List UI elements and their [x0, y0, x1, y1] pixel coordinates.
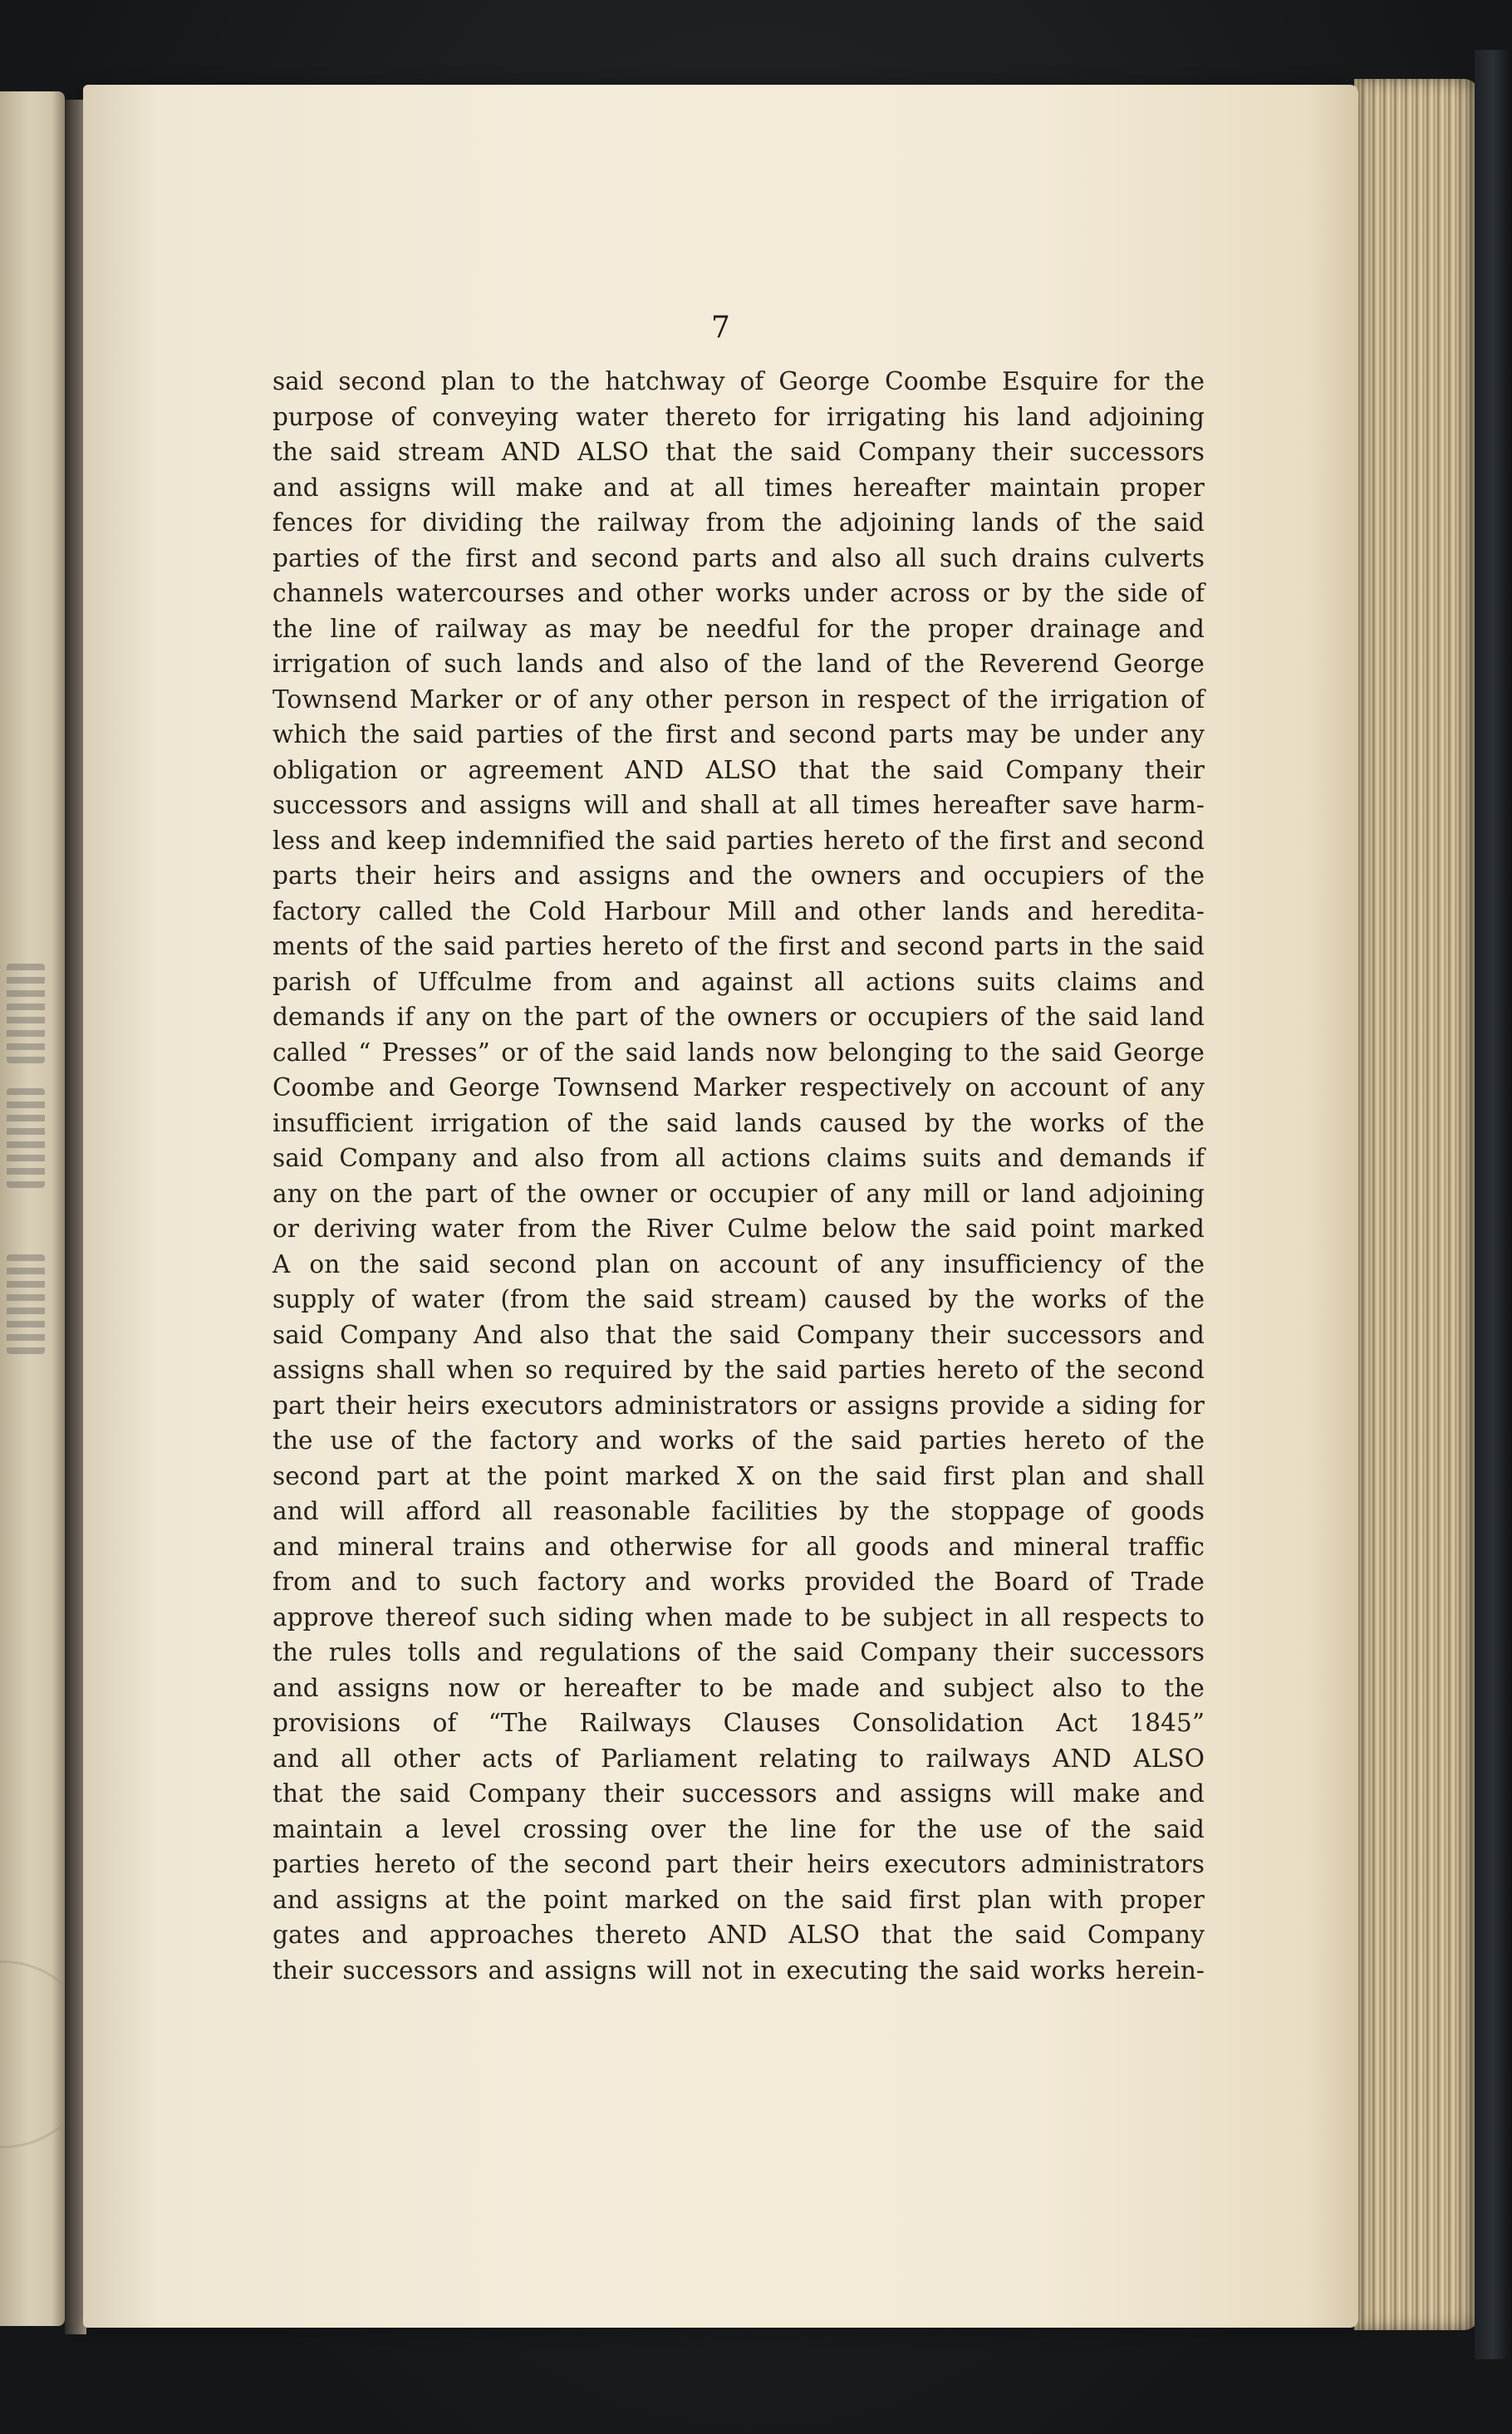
text-line: the line of railway as may be needful for the proper drainage and: [272, 614, 1205, 643]
book-cover-edge: [1475, 50, 1512, 2359]
text-line: assigns shall when so required by the said parties hereto of the second: [272, 1356, 1205, 1384]
text-line: or deriving water from the River Culme below the said point marked: [272, 1215, 1205, 1243]
text-line: part their heirs executors administrators or assigns provide a siding for: [272, 1391, 1205, 1420]
text-line: and mineral trains and otherwise for all goods and mineral traffic: [272, 1532, 1205, 1561]
text-line: less and keep indemnified the said parties hereto of the first and second: [272, 826, 1205, 855]
text-line: fences for dividing the railway from the adjoining lands of the said: [272, 508, 1205, 537]
text-line: approve thereof such siding when made to be subject in all respects to: [272, 1602, 1205, 1632]
text-line: Townsend Marker or of any other person in respect of the irrigation of: [272, 685, 1205, 714]
text-line: and assigns now or hereafter to be made and subject also to the: [272, 1673, 1205, 1702]
facing-page-margin-text: [7, 964, 45, 1063]
text-line: irrigation of such lands and also of the land of the Reverend George: [272, 650, 1205, 678]
text-line: channels watercourses and other works under across or by the side of: [272, 579, 1205, 607]
text-line: from and to such factory and works provided the Board of Trade: [272, 1568, 1205, 1596]
text-line: called “ Presses” or of the said lands now belonging to the said George: [272, 1038, 1205, 1067]
facing-page-margin-text: [7, 1254, 45, 1354]
document-page: [83, 85, 1358, 2328]
text-line: and assigns will make and at all times hereafter maintain proper: [272, 473, 1205, 502]
facing-page-edge: [0, 91, 65, 2326]
text-line: and will afford all reasonable facilities by the stoppage of goods: [272, 1497, 1205, 1525]
text-line: any on the part of the owner or occupier of any mill or land adjoining: [272, 1179, 1205, 1208]
text-line: gates and approaches thereto AND ALSO that the said Company: [272, 1921, 1205, 1949]
body-text: [272, 364, 1205, 1988]
text-line: and assigns at the point marked on the said first plan with proper: [272, 1885, 1205, 1914]
text-line: said Company And also that the said Company their successors and: [272, 1320, 1205, 1349]
text-line: that the said Company their successors and assigns will make and: [272, 1779, 1205, 1808]
page-block-edges: [1354, 79, 1479, 2330]
text-line: the said stream AND ALSO that the said Company their successors: [272, 438, 1205, 466]
page-number: 7: [711, 311, 730, 345]
text-line: their successors and assigns will not in executing the said works herein-: [272, 1956, 1205, 1985]
text-line: parts their heirs and assigns and the owners and occupiers of the: [272, 861, 1205, 890]
text-line: provisions of “The Railways Clauses Consolidation Act 1845”: [272, 1709, 1205, 1737]
text-line: insufficient irrigation of the said lands caused by the works of the: [272, 1108, 1205, 1137]
text-line: said second plan to the hatchway of George Coombe Esquire for the: [272, 367, 1205, 395]
text-line: second part at the point marked X on the said first plan and shall: [272, 1461, 1205, 1490]
text-line: A on the said second plan on account of any insufficiency of the: [272, 1249, 1205, 1278]
text-line: parties of the first and second parts and also all such drains culverts: [272, 543, 1205, 572]
text-line: the use of the factory and works of the said parties hereto of the: [272, 1426, 1205, 1455]
text-line: obligation or agreement AND ALSO that the said Company their: [272, 755, 1205, 784]
text-line: parish of Uffculme from and against all actions suits claims and: [272, 967, 1205, 996]
text-line: parties hereto of the second part their heirs executors administrators: [272, 1850, 1205, 1878]
text-line: successors and assigns will and shall at all times hereafter save harm-: [272, 791, 1205, 819]
text-line: said Company and also from all actions claims suits and demands if: [272, 1144, 1205, 1172]
text-line: which the said parties of the first and second parts may be under any: [272, 720, 1205, 748]
facing-page-margin-text: [7, 1088, 45, 1188]
text-line: supply of water (from the said stream) caused by the works of the: [272, 1285, 1205, 1313]
text-line: ments of the said parties hereto of the first and second parts in the said: [272, 932, 1205, 960]
text-line: maintain a level crossing over the line for the use of the said: [272, 1814, 1205, 1843]
text-line: factory called the Cold Harbour Mill and other lands and heredita-: [272, 896, 1205, 925]
text-line: the rules tolls and regulations of the said Company their successors: [272, 1638, 1205, 1666]
text-line: purpose of conveying water thereto for irrigating his land adjoining: [272, 402, 1205, 431]
text-line: Coombe and George Townsend Marker respectively on account of any: [272, 1073, 1205, 1102]
text-line: and all other acts of Parliament relating to railways AND ALSO: [272, 1744, 1205, 1773]
text-line: demands if any on the part of the owners or occupiers of the said land: [272, 1003, 1205, 1031]
